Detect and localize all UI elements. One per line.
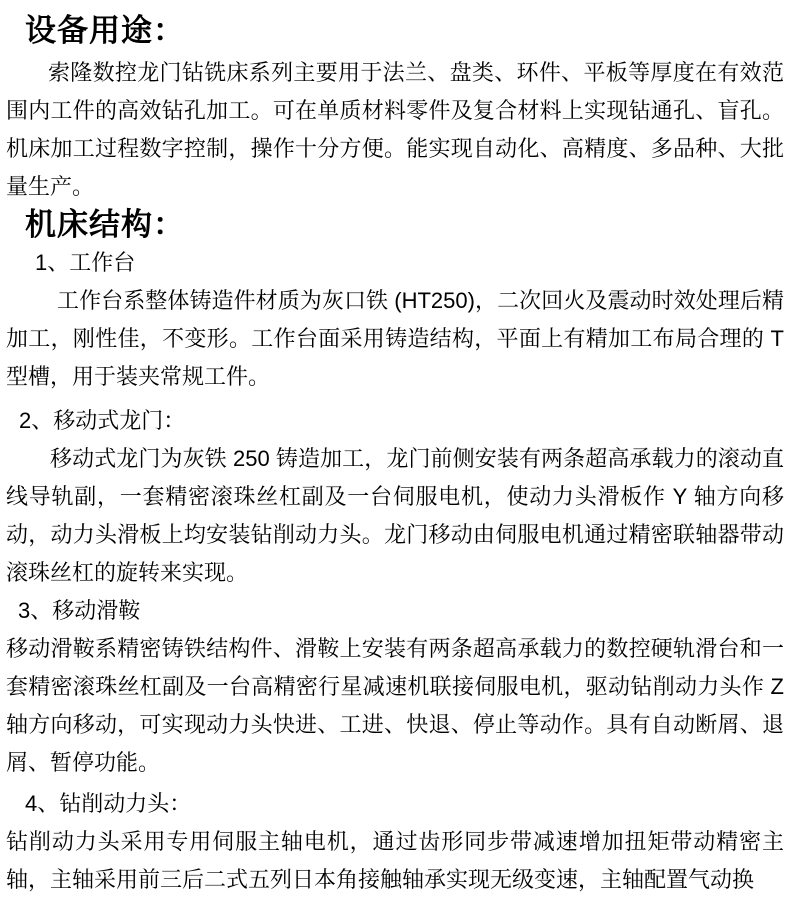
structure-item-worktable	[6, 244, 784, 396]
structure-item-moving-saddle	[6, 592, 784, 782]
structure-item-drilling-power-head	[6, 785, 784, 899]
heading-machine-structure: 机床结构：	[25, 207, 185, 242]
item-label-moving-saddle: 3、移动滑鞍	[18, 598, 141, 623]
equipment-purpose-paragraph: 索隆数控龙门钻铣床系列主要用于法兰、盘类、环件、平板等厚度在有效范围内工件的高效钻孔加工。可在单质材料零件及复合材料上实现钻通孔、盲孔。机床加工过程数字控制，操作十分方便。能实现自动化、高精度、多品种、大批量生产。	[6, 60, 784, 199]
item-body-worktable: 工作台系整体铸造件材质为灰口铁 (HT250)，二次回火及震动时效处理后精加工，刚性佳，不变形。工作台面采用铸造结构，平面上有精加工布局合理的 T 型槽，用于装夹常规工件。	[6, 288, 784, 389]
heading-equipment-purpose: 设备用途：	[25, 13, 185, 48]
item-body-moving-saddle: 移动滑鞍系精密铸铁结构件、滑鞍上安装有两条超高承载力的数控硬轨滑台和一套精密滚珠丝杠副及一台高精密行星减速机联接伺服电机，驱动钻削动力头作 Z 轴方向移动，可实现动力头快进、工进、快退、停止等动作。具有自动断屑、退屑、暂停功能。	[6, 636, 784, 775]
structure-item-moving-gantry	[6, 402, 784, 592]
item-label-moving-gantry: 2、移动式龙门：	[19, 408, 186, 433]
item-body-drilling-power-head: 钻削动力头采用专用伺服主轴电机，通过齿形同步带减速增加扭矩带动精密主轴，主轴采用前三后二式五列日本角接触轴承实现无级变速，主轴配置气动换	[6, 829, 784, 892]
item-body-moving-gantry: 移动式龙门为灰铁 250 铸造加工，龙门前侧安装有两条超高承载力的滚动直线导轨副，一套精密滚珠丝杠副及一台伺服电机，使动力头滑板作 Y 轴方向移动，动力头滑板上均安装钻削动力头。龙门移动由伺服电机通过精密联轴器带动滚珠丝杠的旋转来实现。	[6, 446, 784, 585]
item-label-worktable: 1、工作台	[35, 250, 136, 275]
item-label-drilling-power-head: 4、钻削动力头：	[25, 791, 192, 816]
